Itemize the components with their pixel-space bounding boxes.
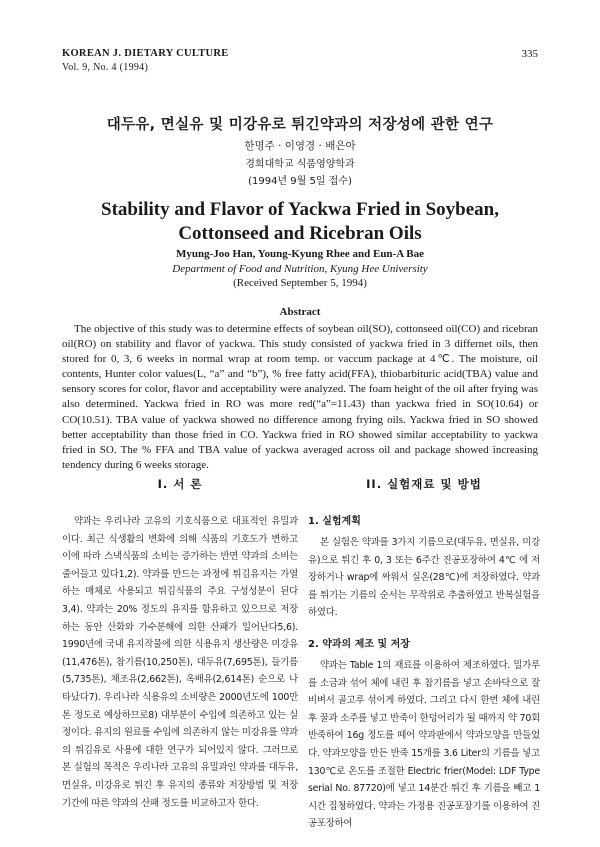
introduction-heading: I. 서 론	[157, 477, 203, 491]
journal-header	[62, 47, 229, 75]
introduction-text: 약과는 우리나라 고유의 기호식품으로 대표적인 유밀과이다. 최근 식생활의 변화에 의해 식품의 기호도가 변하고 이에 따라 스낵식품의 소비는 증가하는 반면 약과의 소비는 줄어들고 있다1,2). 약과를 만드는 과정에 튀김유지는 가열하는 매체로 사용되고 튀김식품의 주요 구성성분이 된다3,4). 약과는 20% 정도의 유지를 함유하고 있으므로 저장하는 동안 산화와 가수분해에 의한 산패가 일어난다5,6). 1990년에 국내 유지작물에 의한 식용유지 생산량은 미강유(11,476톤), 참기름(10,250톤), 대두유(7,695톤), 들기름(5,735톤), 채조유(2,662톤), 옥배유(2,614톤) 순으로 나타났다7). 우리나라 식용유의 소비량은 2000년도에 100만톤 정도로 예상하므로8) 대부분이 수입에 의존하고 있는 실정이다. 유지의 원료를 수입에 의존하지 않는 미강유를 약과의 튀김유로 사용에 대한 연구가 되어있지 않다. 그러므로 본 실험의 목적은 우리나라 고유의 유밀과인 약과를 대두유, 면실유, 미강유로 튀긴 후 유지의 종류와 저장방법 및 저장기간에 따른 약과의 산패 정도를 비교하고자 한다.	[62, 516, 298, 809]
journal-name: KOREAN J. DIETARY CULTURE	[62, 48, 229, 59]
english-title-line-2: Cottonseed and Ricebran Oils	[178, 223, 422, 244]
english-title-line-1: Stability and Flavor of Yackwa Fried in Soybean,	[101, 199, 499, 220]
experimental-design-text: 본 실험은 약과를 3가지 기름으로(대두유, 면실유, 미강유)으로 튀긴 후 0, 3 또는 6주간 진공포장하여 4℃ 에 저장하거나 wrap에 싸워서 실온(28℃)에 저장하였다. 약과를 튀기는 기름의 순서는 무작위로 추출하였고 반복실험을 하였다.	[308, 537, 540, 619]
left-column	[62, 476, 298, 812]
english-authors: Myung-Joo Han, Young-Kyung Rhee and Eun-A Bae	[175, 248, 425, 260]
korean-affiliation: 경희대학교 식품영양학과	[245, 159, 355, 170]
right-column	[308, 476, 540, 833]
english-received-date: (Received September 5, 1994)	[233, 277, 367, 289]
preparation-heading: 2. 약과의 제조 및 저장	[308, 638, 410, 650]
page-number: 335	[521, 48, 538, 60]
section-spacer	[308, 622, 540, 636]
preparation-text: 약과는 Table 1의 재료를 이용하여 제조하였다. 밀가루를 소금과 섞어 체에 내린 후 참기름을 넣고 손바닥으로 잘 비벼서 골고루 섞이게 하였다. 그리고 다시 한번 체에 내린 후 꿀과 소주를 넣고 반죽이 한덩어리가 될 때까지 약 70회 반죽하여 16g 정도를 떼어 약과판에서 약과모양을 만들었다. 약과모양을 만든 반죽 15개를 3.6 Liter의 기름을 넣고 130℃로 온도를 조절한 Electric frier(Model: LDF Type serial No. 87720)에 넣고 14분간 튀긴 후 기름을 빼고 1시간 집청하였다. 약과는 가정용 진공포장기를 이용하여 진공포장하여	[308, 659, 541, 830]
korean-title: 대두유, 면실유 및 미강유로 튀긴약과의 저장성에 관한 연구	[106, 117, 494, 133]
english-affiliation: Department of Food and Nutrition, Kyung Hee University	[172, 263, 428, 275]
methods-heading: II. 실험재료 및 방법	[366, 477, 482, 491]
korean-authors: 한명주 · 이영경 · 배은아	[244, 140, 356, 152]
journal-volume: Vol. 9, No. 4 (1994)	[62, 62, 149, 73]
english-title	[0, 198, 600, 246]
abstract-heading: Abstract	[279, 306, 321, 318]
korean-received-date: (1994년 9월 5일 접수)	[248, 176, 352, 187]
experimental-design-heading: 1. 실험계획	[308, 516, 361, 527]
abstract-text: The objective of this study was to determine effects of soybean oil(SO), cottonseed oil(CO) and ricebran oil(RO) on stability and flavor of yackwa. This study consisted of yackwa fried in 3 differnet oils, then stored for 0, 3, 6 weeks in normal wrap at room temp. or vaccum package at 4℃. The moisture, oil contents, Hunter color values(L, “a” and “b”), % free fatty acid(FFA), thiobarbituric acid(TBA) value and sensory scores for color, flavor and acceptability were analyzed. The foam height of the oil after frying was also determined. Yackwa fried in RO was more red(“a”=11.43) than yackwa fried in SO(10.64) or CO(10.51). TBA value of yackwa showed no difference among frying oils. Yackwa fried in SO showed better acceptability than those fried in CO. Yackwa fried in RO showed similar acceptability to yackwa fried in SO. The % FFA and TBA value of yackwa averaged across oil and package showed increasing tendency during 6 weeks storage.	[62, 323, 538, 471]
